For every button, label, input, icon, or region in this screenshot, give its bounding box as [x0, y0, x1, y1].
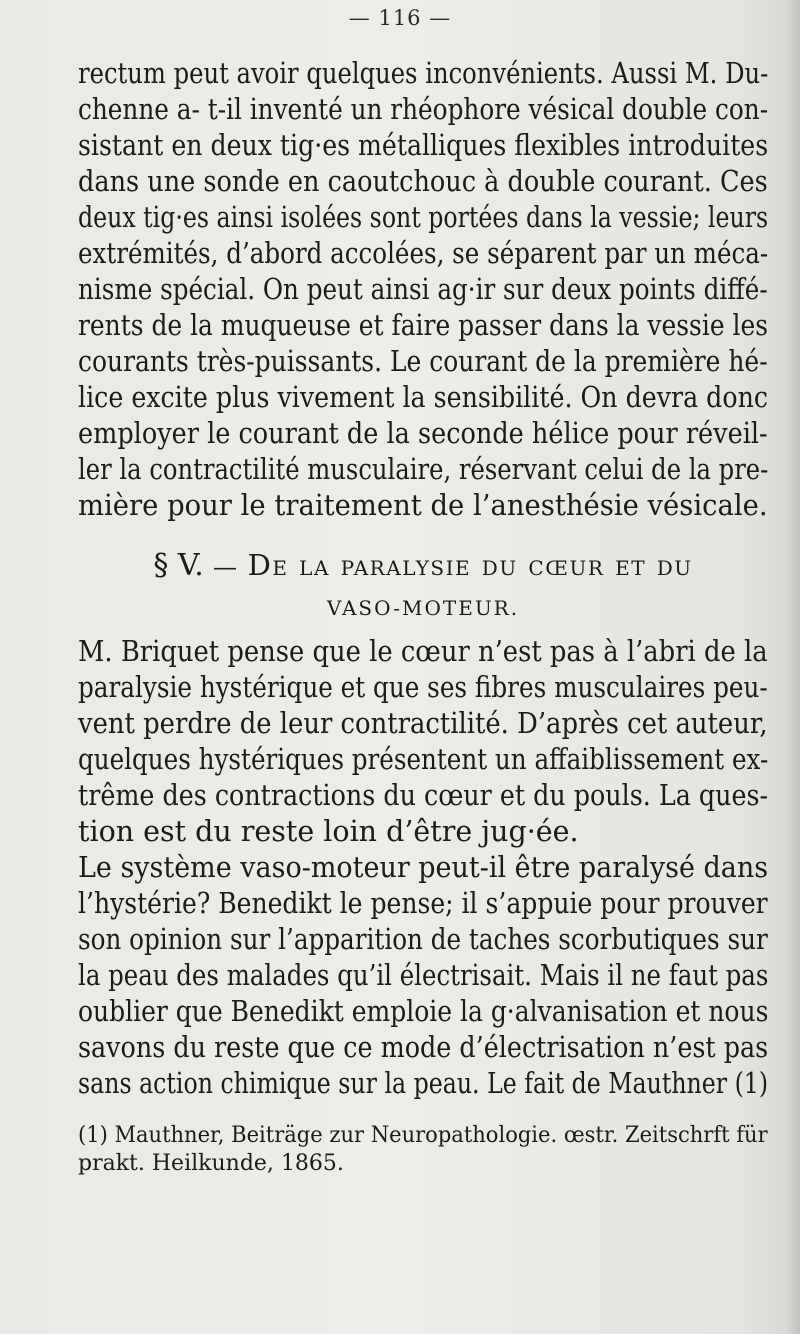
text-line: rents de la muqueuse et faire passer dans la vessie les	[78, 309, 768, 342]
text-line: chenne a- t-il inventé un rhéophore vésical double con-	[78, 93, 769, 126]
text-line: rectum peut avoir quelques inconvénients. Aussi M. Du-	[78, 57, 769, 90]
text-line: extrémités, d’abord accolées, se séparent par un méca-	[78, 237, 769, 270]
text-line: dans une sonde en caoutchouc à double courant. Ces	[78, 165, 768, 198]
footnote-line: (1) Mauthner, Beiträge zur Neuropathologie. œstr. Zeitschrft für	[78, 1123, 768, 1148]
text-line: trême des contractions du cœur et du pouls. La ques-	[78, 779, 769, 812]
section-title	[78, 548, 768, 583]
text-line: courants très-puissants. Le courant de la première hé-	[78, 345, 768, 378]
text-line: vent perdre de leur contractilité. D’après cet auteur,	[78, 707, 768, 740]
text-line: sistant en deux tig·es métalliques flexibles introduites	[78, 129, 769, 162]
text-line: lice excite plus vivement la sensibilité. On devra donc	[78, 381, 769, 414]
text-line: paralysie hystérique et que ses fibres musculaires peu-	[78, 671, 768, 704]
text-line: sans action chimique sur la peau. Le fait de Mauthner (1)	[78, 1067, 769, 1100]
text-line: quelques hystériques présentent un affaiblissement ex-	[78, 743, 769, 776]
section-title-text: De la paralysie du cœur et du	[247, 548, 693, 582]
text-line: l’hystérie? Benedikt le pense; il s’appuie pour prouver	[78, 887, 768, 920]
text-line: deux tig·es ainsi isolées sont portées dans la vessie; leurs	[78, 201, 769, 234]
text-line: la peau des malades qu’il électrisait. Mais il ne faut pas	[78, 959, 769, 992]
text-line: savons du reste que ce mode d’électrisation n’est pas	[78, 1031, 769, 1064]
text-line: son opinion sur l’apparition de taches scorbutiques sur	[78, 923, 768, 956]
text-line: employer le courant de la seconde hélice pour réveil-	[78, 417, 768, 450]
text-line: tion est du reste loin d’être jug·ée.	[78, 815, 579, 848]
text-line: oublier que Benedikt emploie la g·alvanisation et nous	[78, 995, 769, 1028]
footnote-line: prakt. Heilkunde, 1865.	[78, 1151, 344, 1176]
section-title-continued: VASO-MOTEUR.	[326, 596, 520, 620]
section-number: § V.	[153, 548, 204, 583]
text-line: ler la contractilité musculaire, réservant celui de la pre-	[78, 453, 769, 486]
text-line: M. Briquet pense que le cœur n’est pas à l’abri de la	[78, 635, 768, 668]
page-edge-shadow	[786, 0, 800, 1334]
text-line: mière pour le traitement de l’anesthésie vésicale.	[78, 489, 768, 522]
page-number: — 116 —	[348, 6, 452, 30]
section-dash: —	[212, 553, 239, 581]
text-line: Le système vaso-moteur peut-il être paralysé dans	[78, 851, 769, 884]
text-line: nisme spécial. On peut ainsi ag·ir sur deux points diffé-	[78, 273, 768, 306]
